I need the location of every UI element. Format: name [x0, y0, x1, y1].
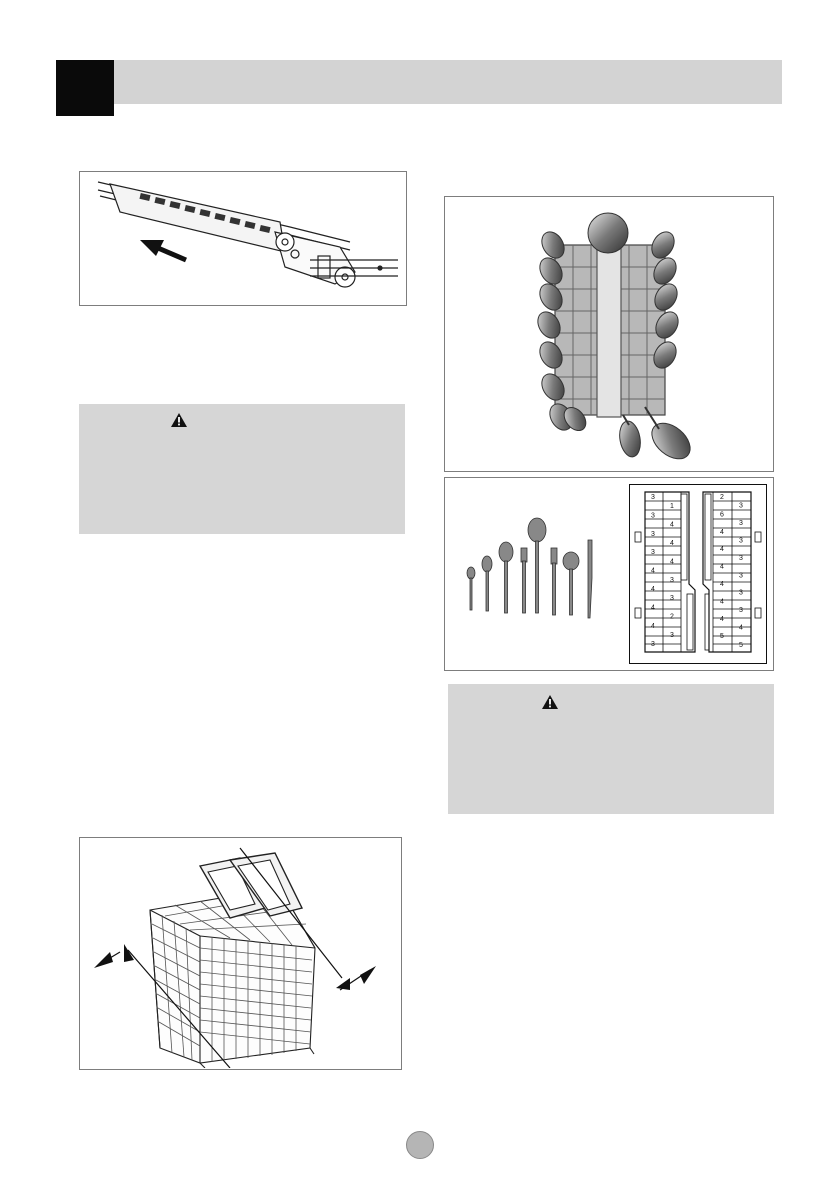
grid-cell-number: 3	[670, 595, 674, 603]
section-header-bar	[114, 60, 782, 104]
grid-cell-number: 3	[651, 512, 655, 520]
warning-triangle-icon	[170, 412, 188, 428]
grid-cell-number: 4	[651, 586, 655, 593]
grid-cell-number: 5	[739, 641, 743, 649]
grid-cell-number: 4	[651, 567, 655, 575]
grid-cell-number: 3	[739, 589, 743, 597]
grid-cell-number: 3	[670, 576, 674, 584]
cutlery-basket-illustration	[80, 838, 400, 1068]
grid-cell-number: 6	[720, 511, 724, 519]
grid-cell-number: 4	[651, 604, 655, 612]
cutlery-placement-diagram	[629, 484, 767, 664]
grid-cell-number: 2	[670, 613, 674, 621]
grid-cell-number: 4	[670, 558, 674, 566]
grid-cell-number: 2	[720, 494, 724, 501]
grid-cell-number: 3	[651, 494, 655, 501]
warning-triangle-icon	[541, 694, 559, 710]
rack-rail-illustration	[80, 172, 405, 304]
grid-cell-number: 4	[720, 598, 724, 606]
grid-cell-number: 3	[651, 641, 655, 649]
grid-cell-number: 3	[739, 537, 743, 545]
grid-cell-number: 4	[670, 521, 674, 529]
rack-rail-figure	[79, 171, 407, 306]
cutlery-basket-photo	[444, 196, 774, 472]
grid-cell-number: 4	[739, 624, 743, 632]
grid-cell-number: 4	[720, 615, 724, 623]
grid-cell-number: 3	[739, 554, 743, 562]
cutlery-basket-figure	[79, 837, 402, 1070]
grid-cell-number: 4	[720, 528, 724, 536]
grid-cell-number: 4	[720, 581, 724, 588]
grid-cell-number: 3	[651, 549, 655, 557]
grid-cell-number: 3	[739, 520, 743, 528]
loaded-basket-photo	[445, 197, 772, 470]
grid-cell-number: 3	[739, 572, 743, 580]
grid-cell-number: 3	[739, 502, 743, 510]
grid-cell-number: 4	[670, 540, 674, 547]
grid-cell-number: 1	[670, 503, 674, 511]
cutlery-loading-figure	[444, 477, 774, 671]
grid-cell-number: 4	[651, 622, 655, 630]
warning-box-1	[79, 404, 405, 534]
grid-cell-number: 4	[720, 563, 724, 571]
direction-arrow-icon	[140, 240, 186, 260]
section-number-block	[56, 60, 114, 116]
grid-cell-number: 5	[720, 633, 724, 641]
grid-cell-number: 4	[720, 546, 724, 554]
page-number-badge	[406, 1131, 434, 1159]
warning-box-2	[448, 684, 774, 814]
grid-cell-number: 3	[739, 607, 743, 615]
grid-cell-number: 3	[670, 632, 674, 639]
grid-cell-number: 3	[651, 530, 655, 538]
